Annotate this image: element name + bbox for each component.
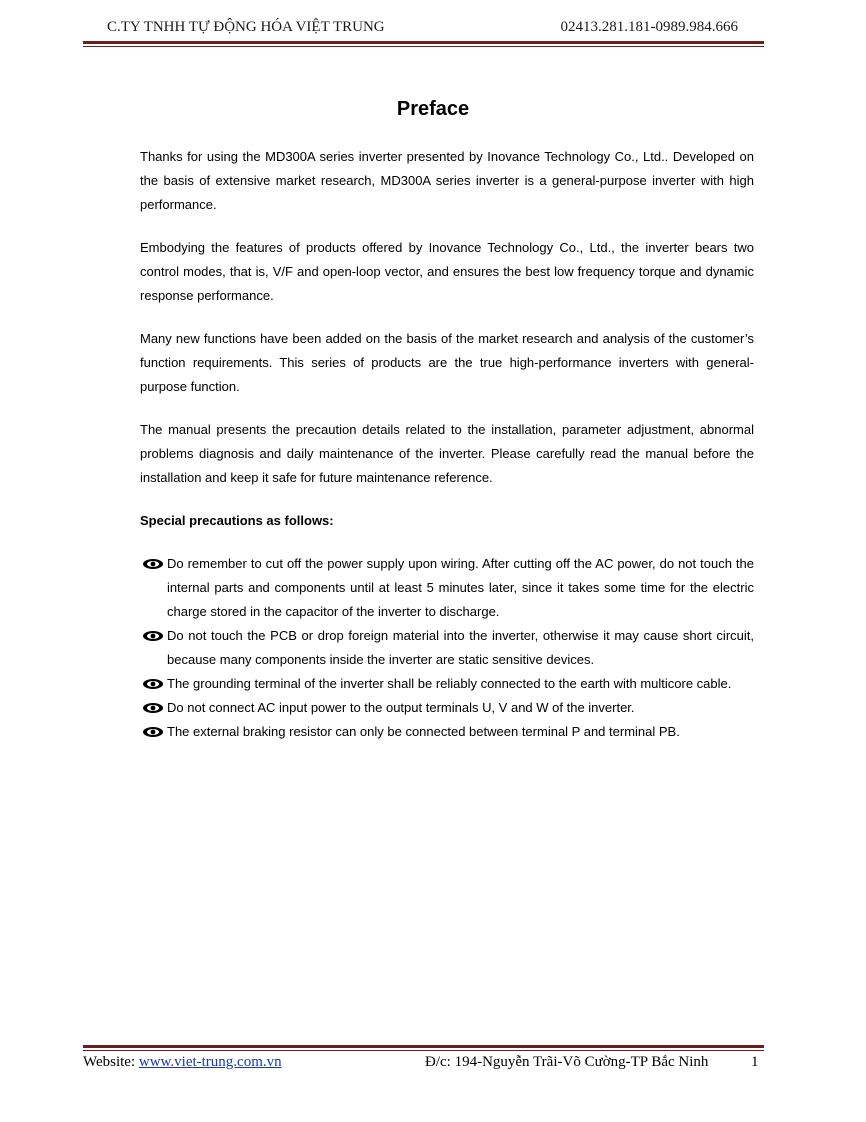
list-item <box>140 552 754 624</box>
precaution-text: The external braking resistor can only be connected between terminal P and terminal PB. <box>167 724 680 739</box>
precaution-text: Do not touch the PCB or drop foreign material into the inverter, otherwise it may cause short circuit, because many components inside the inverter are static sensitive devices. <box>167 628 754 667</box>
precautions-heading: Special precautions as follows: <box>140 513 334 528</box>
eye-icon <box>142 630 164 642</box>
precaution-text: The grounding terminal of the inverter shall be reliably connected to the earth with multicore cable. <box>167 676 732 691</box>
footer-address: Đ/c: 194-Nguyễn Trãi-Võ Cường-TP Bắc Ninh <box>425 1054 709 1070</box>
precautions-list <box>140 552 754 744</box>
eye-icon <box>142 678 164 690</box>
header-company-name: C.TY TNHH TỰ ĐỘNG HÓA VIỆT TRUNG <box>107 19 385 35</box>
header-rule-thick <box>83 41 764 44</box>
footer-rule-thin <box>83 1050 764 1051</box>
footer-rule-thick <box>83 1045 764 1048</box>
document-body <box>140 145 754 744</box>
footer-website-label: Website: <box>83 1054 139 1070</box>
precaution-text: Do not connect AC input power to the output terminals U, V and W of the inverter. <box>167 700 635 715</box>
header-rule-thin <box>83 46 764 47</box>
eye-icon <box>142 726 164 738</box>
page-number: 1 <box>751 1054 759 1070</box>
list-item <box>140 624 754 672</box>
footer-website <box>83 1054 282 1071</box>
list-item <box>140 696 754 720</box>
header-phone: 02413.281.181-0989.984.666 <box>560 19 738 35</box>
list-item <box>140 720 754 744</box>
paragraph-functions: Many new functions have been added on the basis of the market research and analysis of the customer’s function requirements. This series of products are the true high-performance inverters with general-purpose function. <box>140 331 754 394</box>
eye-icon <box>142 702 164 714</box>
paragraph-manual: The manual presents the precaution details related to the installation, parameter adjustment, abnormal problems diagnosis and daily maintenance of the inverter. Please carefully read the manual before the installation and keep it safe for future maintenance reference. <box>140 422 754 485</box>
paragraph-features: Embodying the features of products offered by Inovance Technology Co., Ltd., the inverter bears two control modes, that is, V/F and open-loop vector, and ensures the best low frequency torque and dynamic response performance. <box>140 240 754 303</box>
website-link[interactable]: www.viet-trung.com.vn <box>138 1054 282 1070</box>
list-item <box>140 672 754 696</box>
precaution-text: Do remember to cut off the power supply upon wiring. After cutting off the AC power, do not touch the internal parts and components until at least 5 minutes later, since it takes some time for the electric charge stored in the capacitor of the inverter to discharge. <box>167 556 754 619</box>
eye-icon <box>142 558 164 570</box>
page-title: Preface <box>396 98 470 120</box>
paragraph-intro: Thanks for using the MD300A series inverter presented by Inovance Technology Co., Ltd.. Developed on the basis of extensive market research, MD300A series inverter is a general-purpose inverter with high performance. <box>140 149 754 212</box>
